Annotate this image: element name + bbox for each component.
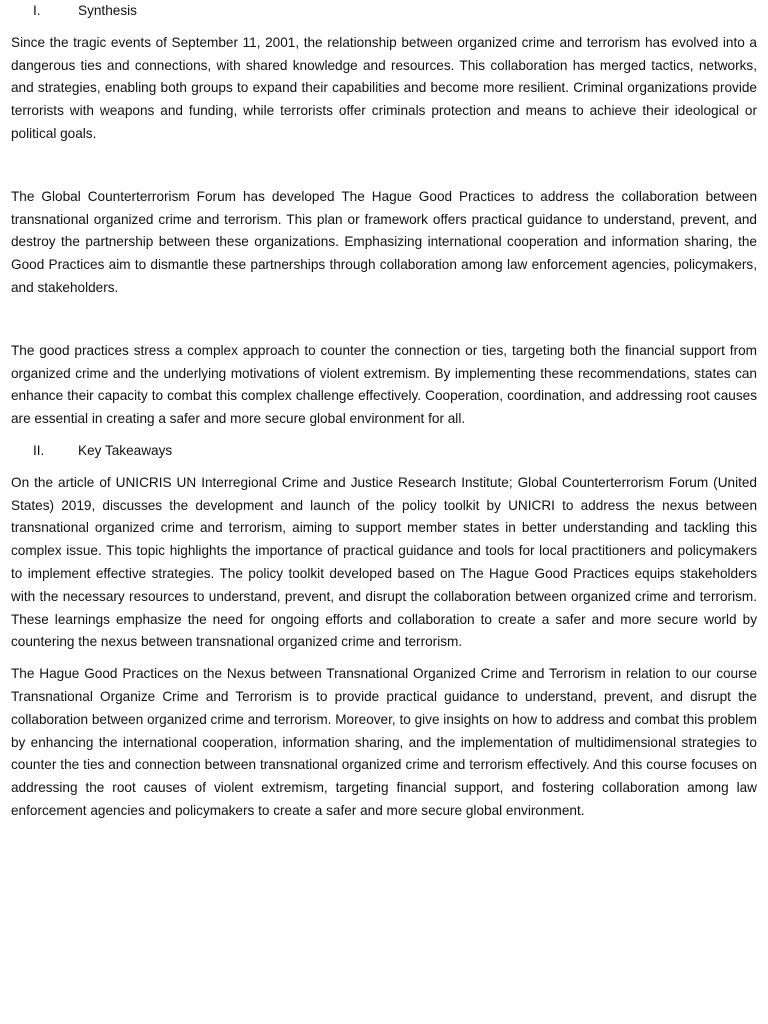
section-title: Key Takeaways xyxy=(78,442,173,458)
section-number: II. xyxy=(33,442,45,458)
section-title: Synthesis xyxy=(78,3,137,18)
section-heading-synthesis xyxy=(11,0,757,23)
section-number: I. xyxy=(33,3,41,18)
synthesis-paragraph-1: Since the tragic events of September 11, 2001, the relationship between organized crime and terrorism has evolved into a dangerous ties and connections, with shared knowledge and resources. This collaboration has merged tactics, networks, and strategies, enabling both groups to expand their capabilities and become more resilient. Criminal organizations provide terrorists with weapons and funding, while terrorists offer criminals protection and means to achieve their ideological or political goals. xyxy=(11,34,757,141)
document-page xyxy=(11,0,757,823)
synthesis-paragraph-2: The Global Counterterrorism Forum has developed The Hague Good Practices to address the collaboration between transnational organized crime and terrorism. This plan or framework offers practical guidance to understand, prevent, and destroy the partnership between these organizations. Emphasizing international cooperation and information sharing, the Good Practices aim to dismantle these partnerships through collaboration among law enforcement agencies, policymakers, and stakeholders. xyxy=(11,188,757,295)
synthesis-paragraph-3: The good practices stress a complex approach to counter the connection or ties, targeting both the financial support from organized crime and the underlying motivations of violent extremism. By implementing these recommendations, states can enhance their capacity to combat this complex challenge effectively. Cooperation, coordination, and addressing root causes are essential in creating a safer and more secure global environment for all. xyxy=(11,342,757,427)
section-heading-key-takeaways xyxy=(11,440,757,463)
takeaways-paragraph-1: On the article of UNICRIS UN Interregional Crime and Justice Research Institute; Global Counterterrorism Forum (United States) 2019, discusses the development and launch of the policy toolkit by UNICRI to address the nexus between transnational organized crime and terrorism, aiming to support member states in better understanding and tackling this complex issue. This topic highlights the importance of practical guidance and tools for local practitioners and policymakers to implement effective strategies. The policy toolkit developed based on The Hague Good Practices equips stakeholders with the necessary resources to understand, prevent, and disrupt the collaboration between organized crime and terrorism. These learnings emphasize the need for ongoing efforts and collaboration to create a safer and more secure world by countering the nexus between transnational organized crime and terrorism. xyxy=(11,474,757,650)
takeaways-paragraph-2: The Hague Good Practices on the Nexus between Transnational Organized Crime and Terrorism in relation to our course Transnational Organize Crime and Terrorism is to provide practical guidance to understand, prevent, and disrupt the collaboration between organized crime and terrorism. Moreover, to give insights on how to address and combat this problem by enhancing the international cooperation, information sharing, and the implementation of multidimensional strategies to counter the ties and connection between transnational organized crime and terrorism effectively. And this course focuses on addressing the root causes of violent extremism, targeting financial support, and fostering collaboration among law enforcement agencies and policymakers to create a safer and more secure global environment. xyxy=(11,666,757,818)
